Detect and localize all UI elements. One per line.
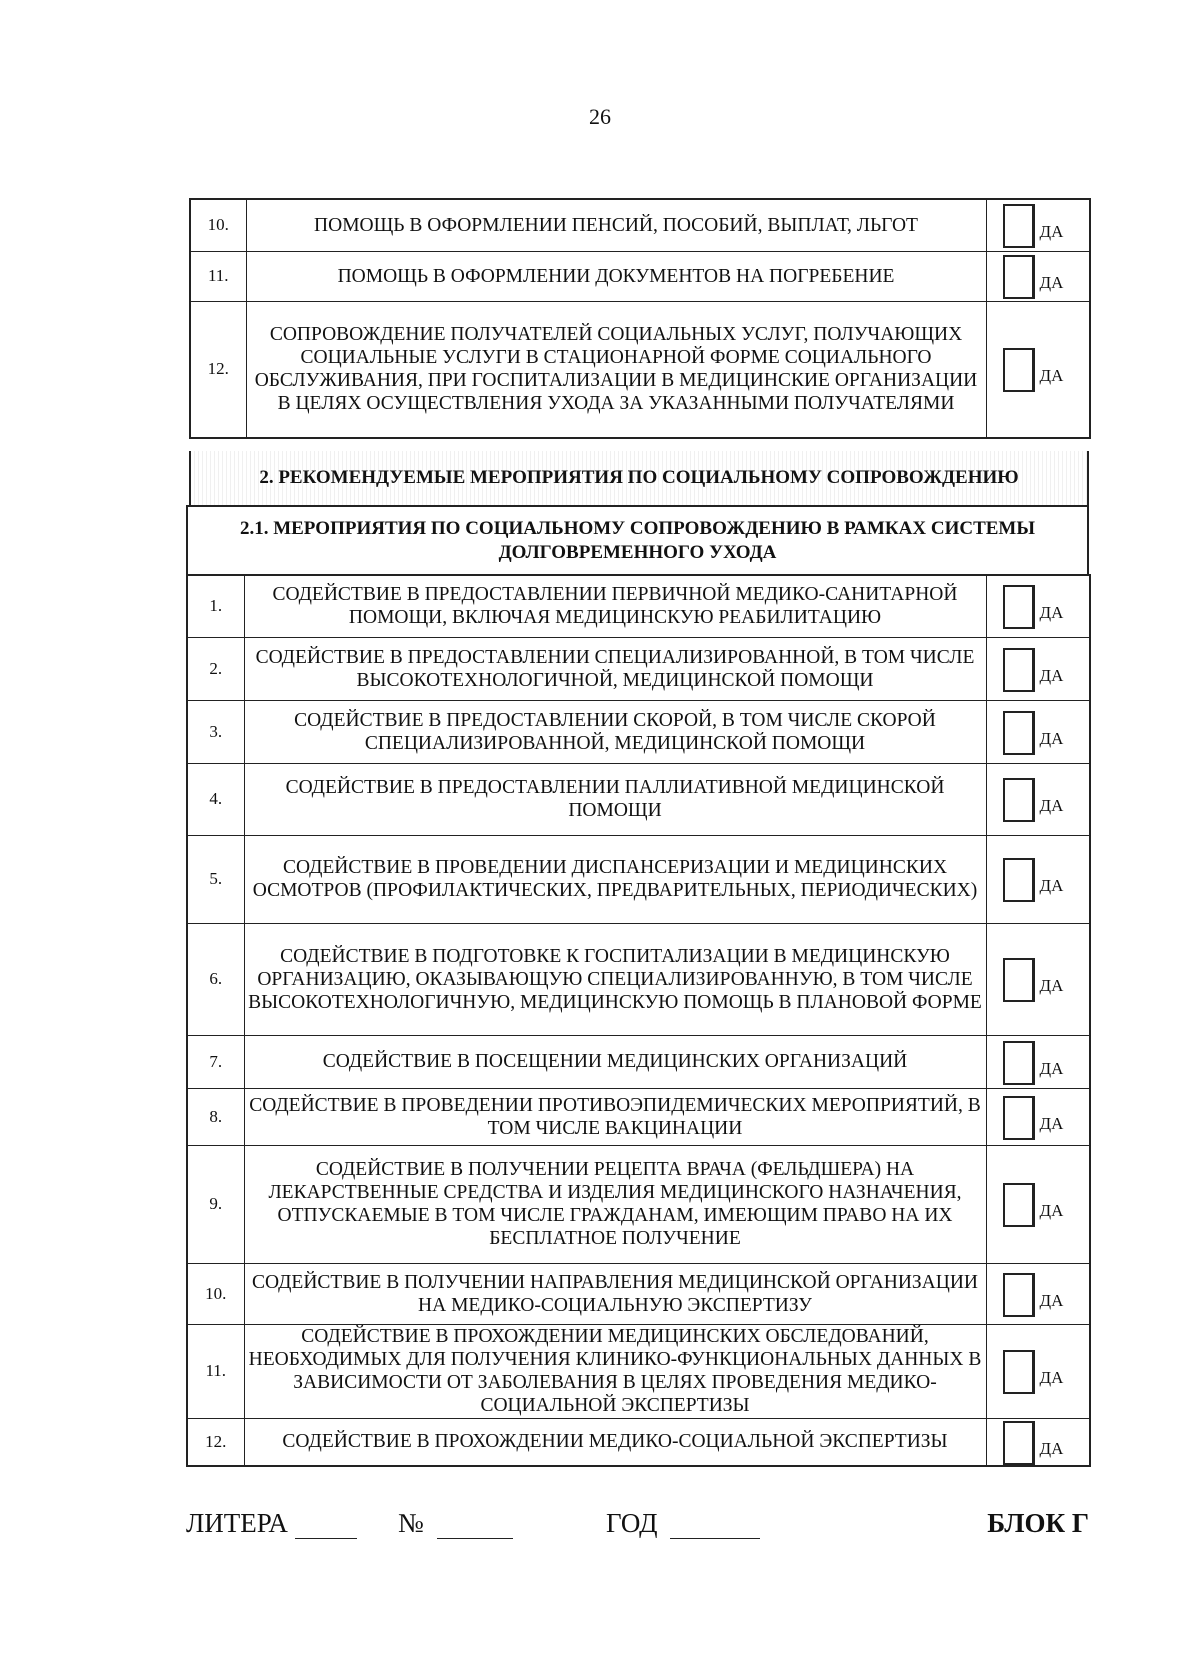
table-row (190, 301, 1090, 438)
yes-checkbox[interactable] (1003, 1350, 1035, 1394)
page-number: 26 (589, 104, 611, 129)
table-row (187, 835, 1090, 923)
section-title: 2. РЕКОМЕНДУЕМЫЕ МЕРОПРИЯТИЯ ПО СОЦИАЛЬНОМУ СОПРОВОЖДЕНИЮ (259, 467, 1019, 488)
yes-checkbox[interactable] (1003, 255, 1035, 299)
yes-label: ДА (1039, 1113, 1064, 1133)
row-text: СОДЕЙСТВИЕ В ПРОВЕДЕНИИ ПРОТИВОЭПИДЕМИЧЕСКИХ МЕРОПРИЯТИЙ, В ТОМ ЧИСЛЕ ВАКЦИНАЦИИ (244, 1088, 986, 1145)
yes-checkbox-cell[interactable] (986, 199, 1090, 251)
yes-label: ДА (1039, 1058, 1064, 1078)
yes-checkbox[interactable] (1003, 204, 1035, 248)
yes-checkbox[interactable] (1003, 958, 1035, 1002)
yes-checkbox-cell[interactable] (986, 301, 1090, 438)
row-number: 11. (187, 1324, 244, 1418)
yes-checkbox[interactable] (1003, 711, 1035, 755)
row-number: 11. (190, 251, 246, 301)
row-text: СОДЕЙСТВИЕ В ПОСЕЩЕНИИ МЕДИЦИНСКИХ ОРГАНИЗАЦИЙ (244, 1035, 986, 1088)
services-table-top (189, 198, 1091, 439)
yes-checkbox[interactable] (1003, 858, 1035, 902)
row-number: 7. (187, 1035, 244, 1088)
row-number: 3. (187, 700, 244, 763)
yes-checkbox-cell[interactable] (986, 700, 1090, 763)
row-number: 4. (187, 763, 244, 835)
table-row (187, 1324, 1090, 1418)
block-label: БЛОК Г (987, 1508, 1089, 1538)
yes-label: ДА (1039, 222, 1064, 242)
row-number: 8. (187, 1088, 244, 1145)
number-field[interactable] (398, 1508, 513, 1539)
row-number: 2. (187, 637, 244, 700)
yes-label: ДА (1039, 603, 1064, 623)
row-text: СОДЕЙСТВИЕ В ПРЕДОСТАВЛЕНИИ ПАЛЛИАТИВНОЙ МЕДИЦИНСКОЙ ПОМОЩИ (244, 763, 986, 835)
row-text: СОДЕЙСТВИЕ В ПРЕДОСТАВЛЕНИИ ПЕРВИЧНОЙ МЕДИКО-САНИТАРНОЙ ПОМОЩИ, ВКЛЮЧАЯ МЕДИЦИНСКУЮ РЕАБИЛИТАЦИЮ (244, 575, 986, 637)
row-number: 6. (187, 923, 244, 1035)
yes-checkbox-cell[interactable] (986, 1088, 1090, 1145)
table-row (190, 199, 1090, 251)
yes-checkbox-cell[interactable] (986, 637, 1090, 700)
year-label: ГОД (606, 1508, 658, 1538)
services-table-bottom (186, 574, 1091, 1467)
yes-checkbox[interactable] (1003, 348, 1035, 392)
row-text: СОПРОВОЖДЕНИЕ ПОЛУЧАТЕЛЕЙ СОЦИАЛЬНЫХ УСЛУГ, ПОЛУЧАЮЩИХ СОЦИАЛЬНЫЕ УСЛУГИ В СТАЦИОНАРНОЙ ФОРМЕ СОЦИАЛЬНОГО ОБСЛУЖИВАНИЯ, ПРИ ГОСПИТАЛИЗАЦИИ В МЕДИЦИНСКИЕ ОРГАНИЗАЦИИ В ЦЕЛЯХ ОСУЩЕСТВЛЕНИЯ УХОДА ЗА УКАЗАННЫМИ ПОЛУЧАТЕЛЯМИ (246, 301, 986, 438)
yes-label: ДА (1039, 665, 1064, 685)
yes-checkbox-cell[interactable] (986, 1418, 1090, 1466)
subsection-title: 2.1. МЕРОПРИЯТИЯ ПО СОЦИАЛЬНОМУ СОПРОВОЖДЕНИЮ В РАМКАХ СИСТЕМЫ ДОЛГОВРЕМЕННОГО УХОДА (186, 505, 1089, 574)
row-number: 12. (187, 1418, 244, 1466)
yes-label: ДА (1039, 1201, 1064, 1220)
year-field[interactable] (606, 1508, 760, 1539)
table-row (187, 1418, 1090, 1466)
row-text: СОДЕЙСТВИЕ В ПРЕДОСТАВЛЕНИИ СПЕЦИАЛИЗИРОВАННОЙ, В ТОМ ЧИСЛЕ ВЫСОКОТЕХНОЛОГИЧНОЙ, МЕДИЦИНСКОЙ ПОМОЩИ (244, 637, 986, 700)
table-row (187, 1145, 1090, 1263)
yes-label: ДА (1039, 796, 1064, 815)
table-row (190, 251, 1090, 301)
number-label: № (398, 1508, 424, 1538)
row-text: СОДЕЙСТВИЕ В ПРЕДОСТАВЛЕНИИ СКОРОЙ, В ТОМ ЧИСЛЕ СКОРОЙ СПЕЦИАЛИЗИРОВАННОЙ, МЕДИЦИНСКОЙ ПОМОЩИ (244, 700, 986, 763)
number-blank[interactable] (437, 1510, 513, 1539)
yes-label: ДА (1039, 366, 1064, 386)
yes-checkbox-cell[interactable] (986, 1263, 1090, 1324)
litera-field[interactable] (186, 1508, 357, 1539)
yes-label: ДА (1039, 1290, 1064, 1310)
yes-checkbox[interactable] (1003, 1421, 1035, 1465)
yes-label: ДА (1039, 1368, 1064, 1387)
section-heading (189, 451, 1089, 505)
row-number: 5. (187, 835, 244, 923)
yes-checkbox-cell[interactable] (986, 923, 1090, 1035)
yes-label: ДА (1039, 876, 1064, 895)
row-number: 1. (187, 575, 244, 637)
row-text: СОДЕЙСТВИЕ В ПОДГОТОВКЕ К ГОСПИТАЛИЗАЦИИ В МЕДИЦИНСКУЮ ОРГАНИЗАЦИЮ, ОКАЗЫВАЮЩУЮ СПЕЦИАЛИЗИРОВАННУЮ, В ТОМ ЧИСЛЕ ВЫСОКОТЕХНОЛОГИЧНУЮ, МЕДИЦИНСКУЮ ПОМОЩЬ В ПЛАНОВОЙ ФОРМЕ (244, 923, 986, 1035)
table-row (187, 1263, 1090, 1324)
row-text: СОДЕЙСТВИЕ В ПОЛУЧЕНИИ НАПРАВЛЕНИЯ МЕДИЦИНСКОЙ ОРГАНИЗАЦИИ НА МЕДИКО-СОЦИАЛЬНУЮ ЭКСПЕРТИЗУ (244, 1263, 986, 1324)
yes-checkbox-cell[interactable] (986, 1145, 1090, 1263)
yes-checkbox-cell[interactable] (986, 835, 1090, 923)
table-row (187, 763, 1090, 835)
table-row (187, 1088, 1090, 1145)
form-footer (186, 1508, 1089, 1548)
table-row (187, 637, 1090, 700)
yes-checkbox[interactable] (1003, 585, 1035, 629)
yes-checkbox[interactable] (1003, 1183, 1035, 1227)
litera-label: ЛИТЕРА (186, 1508, 288, 1538)
row-text: СОДЕЙСТВИЕ В ПРОХОЖДЕНИИ МЕДИЦИНСКИХ ОБСЛЕДОВАНИЙ, НЕОБХОДИМЫХ ДЛЯ ПОЛУЧЕНИЯ КЛИНИКО-ФУНКЦИОНАЛЬНЫХ ДАННЫХ В ЗАВИСИМОСТИ ОТ ЗАБОЛЕВАНИЯ В ЦЕЛЯХ ПРОВЕДЕНИЯ МЕДИКО-СОЦИАЛЬНОЙ ЭКСПЕРТИЗЫ (244, 1324, 986, 1418)
table-row (187, 1035, 1090, 1088)
yes-checkbox[interactable] (1003, 1096, 1035, 1140)
row-text: ПОМОЩЬ В ОФОРМЛЕНИИ ПЕНСИЙ, ПОСОБИЙ, ВЫПЛАТ, ЛЬГОТ (246, 199, 986, 251)
table-row (187, 575, 1090, 637)
yes-checkbox-cell[interactable] (986, 575, 1090, 637)
yes-checkbox[interactable] (1003, 648, 1035, 692)
row-number: 9. (187, 1145, 244, 1263)
yes-checkbox[interactable] (1003, 778, 1035, 822)
row-text: СОДЕЙСТВИЕ В ПОЛУЧЕНИИ РЕЦЕПТА ВРАЧА (ФЕЛЬДШЕРА) НА ЛЕКАРСТВЕННЫЕ СРЕДСТВА И ИЗДЕЛИЯ МЕДИЦИНСКОГО НАЗНАЧЕНИЯ, ОТПУСКАЕМЫЕ В ТОМ ЧИСЛЕ ГРАЖДАНАМ, ИМЕЮЩИМ ПРАВО НА ИХ БЕСПЛАТНОЕ ПОЛУЧЕНИЕ (244, 1145, 986, 1263)
litera-blank[interactable] (295, 1510, 357, 1539)
yes-checkbox[interactable] (1003, 1041, 1035, 1085)
yes-label: ДА (1039, 1438, 1064, 1458)
row-number: 10. (187, 1263, 244, 1324)
yes-label: ДА (1039, 273, 1064, 292)
yes-checkbox-cell[interactable] (986, 763, 1090, 835)
row-number: 10. (190, 199, 246, 251)
year-blank[interactable] (670, 1510, 760, 1539)
yes-label: ДА (1039, 728, 1064, 748)
table-row (187, 923, 1090, 1035)
yes-label: ДА (1039, 976, 1064, 995)
row-text: СОДЕЙСТВИЕ В ПРОХОЖДЕНИИ МЕДИКО-СОЦИАЛЬНОЙ ЭКСПЕРТИЗЫ (244, 1418, 986, 1466)
row-text: ПОМОЩЬ В ОФОРМЛЕНИИ ДОКУМЕНТОВ НА ПОГРЕБЕНИЕ (246, 251, 986, 301)
row-text: СОДЕЙСТВИЕ В ПРОВЕДЕНИИ ДИСПАНСЕРИЗАЦИИ И МЕДИЦИНСКИХ ОСМОТРОВ (ПРОФИЛАКТИЧЕСКИХ, ПРЕДВАРИТЕЛЬНЫХ, ПЕРИОДИЧЕСКИХ) (244, 835, 986, 923)
yes-checkbox-cell[interactable] (986, 1035, 1090, 1088)
yes-checkbox[interactable] (1003, 1273, 1035, 1317)
yes-checkbox-cell[interactable] (986, 1324, 1090, 1418)
table-row (187, 700, 1090, 763)
yes-checkbox-cell[interactable] (986, 251, 1090, 301)
row-number: 12. (190, 301, 246, 438)
